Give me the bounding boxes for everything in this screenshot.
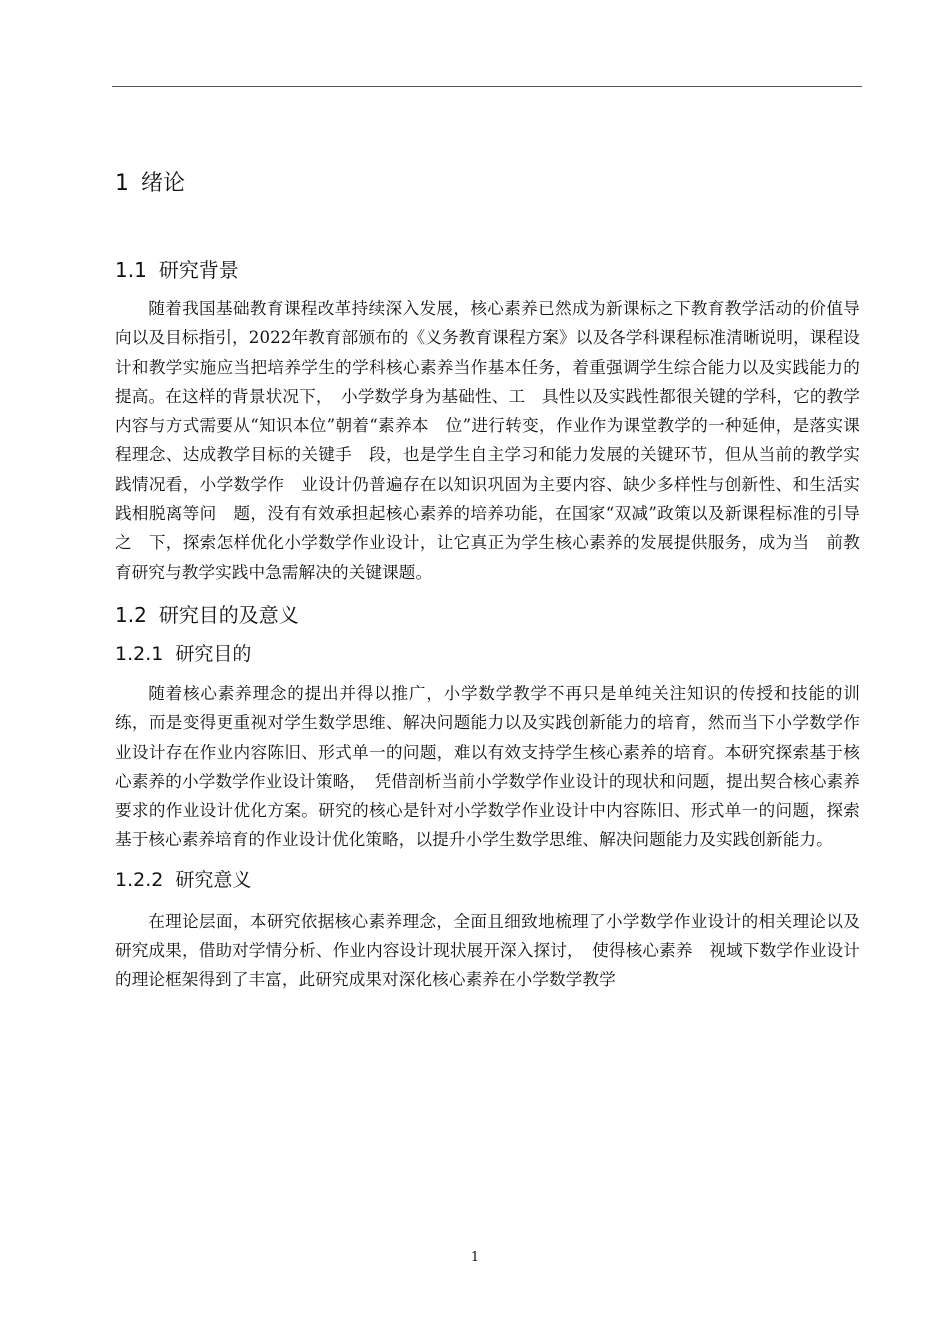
section-number: 1.1 [115,258,147,282]
chapter-heading [115,168,860,200]
header-rule [112,86,862,87]
subsection-number: 1.2.1 [115,642,164,665]
section-number: 1.2 [115,602,147,627]
purpose-paragraph: 随着核心素养理念的提出并得以推广，小学数学教学不再只是单纯关注知识的传授和技能的训练，而是变得更重视对学生数学思维、解决问题能力以及实践创新能力的培育，然而当下小学数学作业设计存在作业内容陈旧、形式单一的问题，难以有效支持学生核心素养的培育。本研究探索基于核心素养的小学数学作业设计策略， 凭借剖析当前小学数学作业设计的现状和问题，提出契合核心素养要求的作业设计优化方案。研究的核心是针对小学数学作业设计中内容陈旧、形式单一的问题，探索基于核心素养培育的作业设计优化策略，以提升小学生数学思维、解决问题能力及实践创新能力。 [115,683,860,850]
significance-paragraph: 在理论层面，本研究依据核心素养理念，全面且细致地梳理了小学数学作业设计的相关理论以及研究成果，借助对学情分析、作业内容设计现状展开深入探讨， 使得核心素养 视域下数学作业设计的理论框架得到了丰富，此研究成果对深化核心素养在小学数学教学 [115,911,860,990]
subsection-heading-1-2-2 [115,865,860,895]
chapter-title: 绪论 [141,171,186,196]
subsection-title: 研究目的 [175,642,252,665]
page-number: 1 [470,1250,480,1265]
subsection-title: 研究意义 [175,868,252,891]
background-paragraph: 随着我国基础教育课程改革持续深入发展，核心素养已然成为新课标之下教育教学活动的价值导向以及目标指引，2022年教育部颁布的《义务教育课程方案》以及各学科课程标准清晰说明，课程设计和教学实施应当把培养学生的学科核心素养当作基本任务，着重强调学生综合能力以及实践能力的提高。在这样的背景状况下， 小学数学身为基础性、工 具性以及实践性都很关键的学科，它的教学内容与方式需要从“知识本位”朝着“素养本 位”进行转变，作业作为课堂教学的一种延伸，是落实课程理念、达成教学目标的关键手 段，也是学生自主学习和能力发展的关键环节，但从当前的教学实践情况看，小学数学作 业设计仍普遍存在以知识巩固为主要内容、缺少多样性与创新性、和生活实践相脱离等问 题，没有有效承担起核心素养的培养功能，在国家“双减”政策以及新课程标准的引导之 下，探索怎样优化小学数学作业设计，让它真正为学生核心素养的发展提供服务，成为当 前教育研究与教学实践中急需解决的关键课题。 [115,299,860,582]
page-content [115,160,860,995]
section-heading-1-1 [115,254,860,286]
section-title: 研究目的及意义 [158,602,299,627]
subsection-heading-1-2-1 [115,639,860,669]
section-title: 研究背景 [158,258,239,282]
chapter-number: 1 [115,171,129,196]
section-heading-1-2 [115,599,860,631]
subsection-number: 1.2.2 [115,868,164,891]
